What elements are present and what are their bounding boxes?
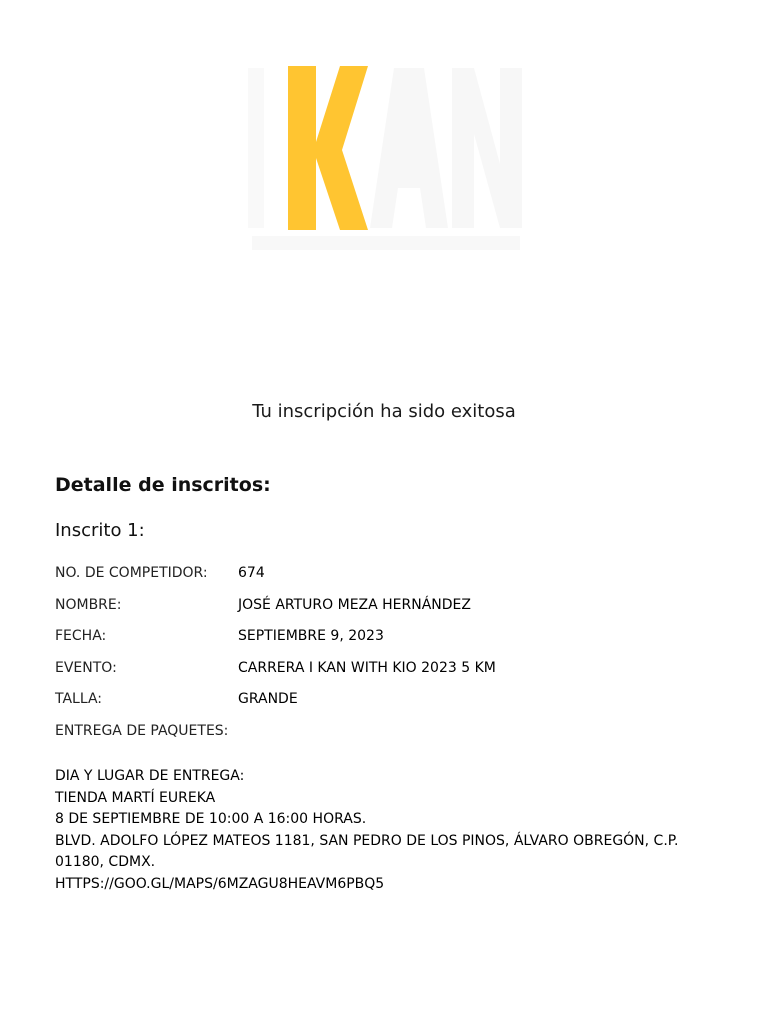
field-row-package-delivery	[55, 723, 496, 755]
field-label: FECHA:	[55, 628, 107, 645]
delivery-address: BLVD. ADOLFO LÓPEZ MATEOS 1181, SAN PEDRO DE LOS PINOS, ÁLVARO OBREGÓN, C.P. 01180, CDMX.	[55, 832, 679, 870]
field-label: NO. DE COMPETIDOR:	[55, 565, 208, 581]
field-label: TALLA:	[55, 691, 103, 708]
kan-logo	[248, 64, 528, 260]
delivery-heading: DIA Y LUGAR DE ENTREGA:	[55, 768, 245, 784]
delivery-schedule: 8 DE SEPTIEMBRE DE 10:00 A 16:00 HORAS.	[55, 811, 367, 827]
field-row-competitor-number	[55, 565, 496, 597]
field-value: SEPTIEMBRE 9, 2023	[238, 628, 384, 645]
field-row-size	[55, 691, 496, 723]
entry-title: Inscrito 1:	[55, 520, 145, 541]
field-row-name	[55, 597, 496, 629]
field-value: JOSÉ ARTURO MEZA HERNÁNDEZ	[238, 596, 471, 613]
field-row-date	[55, 628, 496, 660]
section-title: Detalle de inscritos:	[55, 474, 271, 496]
delivery-info	[55, 766, 720, 895]
delivery-store: TIENDA MARTÍ EUREKA	[55, 789, 216, 806]
delivery-map-link[interactable]: HTTPS://GOO.GL/MAPS/6MZAGU8HEAVM6PBQ5	[55, 875, 385, 892]
success-message: Tu inscripción ha sido exitosa	[252, 401, 516, 422]
field-label: EVENTO:	[55, 659, 117, 676]
field-value: CARRERA I KAN WITH KIO 2023 5 KM	[238, 659, 496, 676]
field-label: NOMBRE:	[55, 596, 122, 613]
entry-fields	[55, 565, 496, 755]
field-row-event	[55, 660, 496, 692]
field-value: GRANDE	[238, 691, 298, 708]
field-label: ENTREGA DE PAQUETES:	[55, 722, 229, 739]
field-value: 674	[238, 565, 265, 581]
